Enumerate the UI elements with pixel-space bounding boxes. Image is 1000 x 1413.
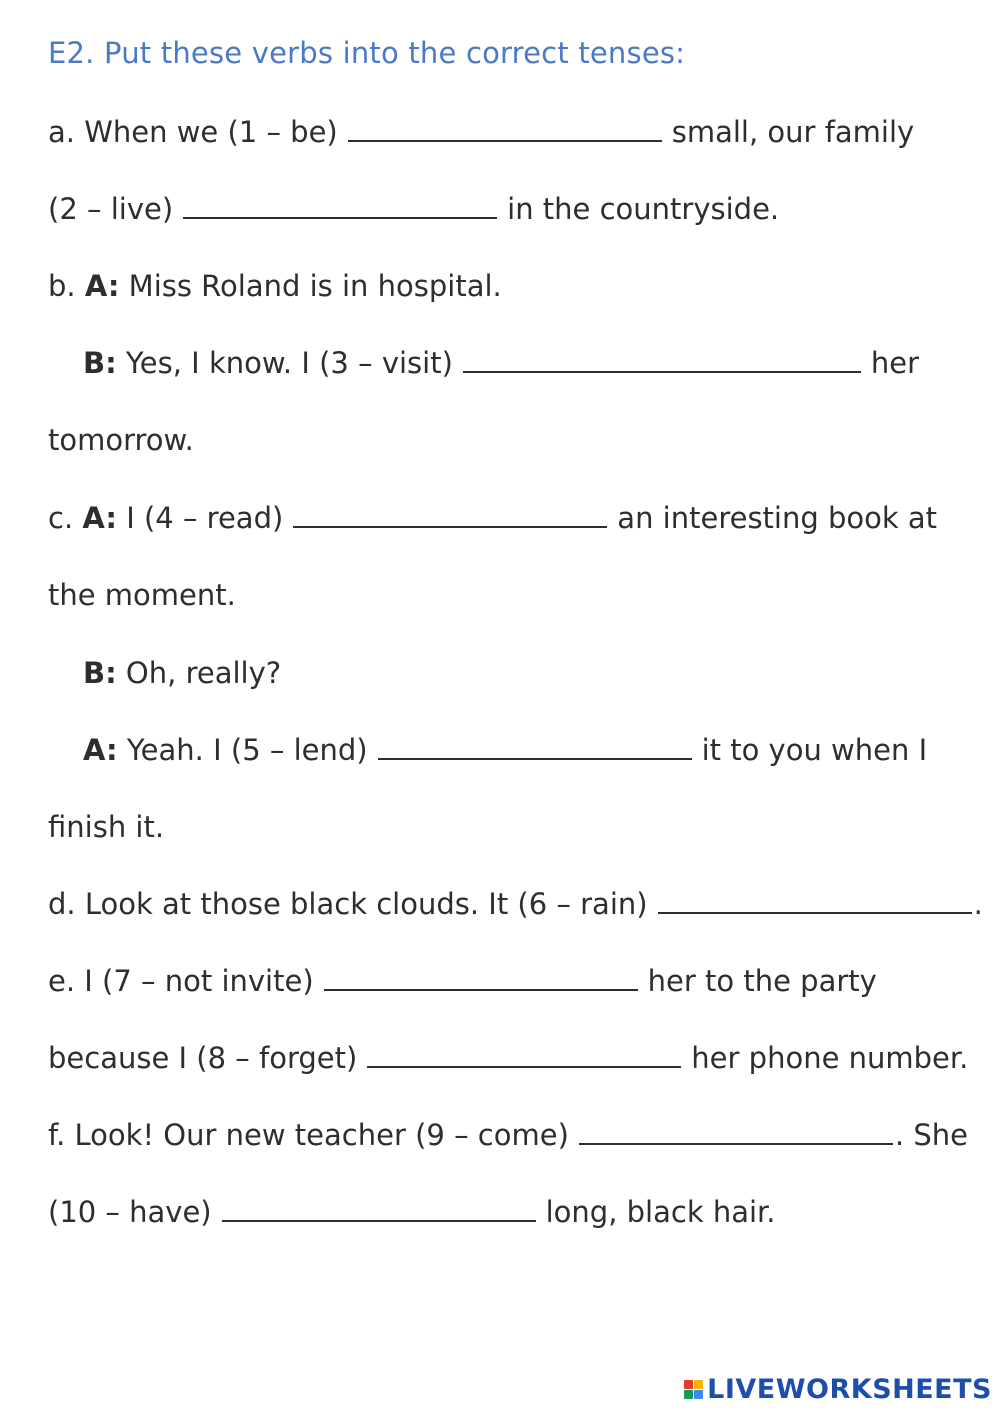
text: (2 – live) <box>48 192 174 226</box>
text: a. When we (1 – be) <box>48 115 338 149</box>
text: Yeah. I (5 – lend) <box>126 733 368 767</box>
logo-square <box>684 1380 693 1389</box>
item-b-line-2 <box>83 343 919 383</box>
text: in the countryside. <box>507 192 780 226</box>
item-c-line-3 <box>83 653 281 693</box>
text: small, our family <box>671 115 915 149</box>
logo-square <box>694 1390 703 1399</box>
logo-square <box>694 1380 703 1389</box>
item-c-line-5 <box>48 807 164 847</box>
text: the moment. <box>48 578 236 612</box>
answer-blank-1[interactable] <box>348 140 662 142</box>
answer-blank-4[interactable] <box>293 526 607 528</box>
text: tomorrow. <box>48 423 194 457</box>
item-b-line-3 <box>48 420 194 460</box>
text: her to the party <box>647 964 877 998</box>
item-f-line-2 <box>48 1192 776 1232</box>
answer-blank-9[interactable] <box>579 1143 893 1145</box>
speaker-label: A: <box>82 501 117 535</box>
liveworksheets-logo-icon <box>684 1380 703 1399</box>
text: her phone number. <box>691 1041 969 1075</box>
text: finish it. <box>48 810 165 844</box>
item-c-line-2 <box>48 575 236 615</box>
text: Miss Roland is in hospital. <box>128 269 502 303</box>
text: e. I (7 – not invite) <box>48 964 314 998</box>
text: . She <box>894 1118 968 1152</box>
liveworksheets-brand <box>684 1374 992 1405</box>
text: it to you when I <box>701 733 928 767</box>
brand-name: LIVEWORKSHEETS <box>707 1374 992 1405</box>
answer-blank-6[interactable] <box>658 912 972 914</box>
answer-blank-3[interactable] <box>463 371 861 373</box>
item-d-line-1 <box>48 884 983 924</box>
item-f-line-1 <box>48 1115 968 1155</box>
item-c-line-4 <box>83 730 927 770</box>
speaker-label: B: <box>83 656 117 690</box>
text: d. Look at those black clouds. It (6 – rain) <box>48 887 648 921</box>
answer-blank-7[interactable] <box>324 989 638 991</box>
answer-blank-2[interactable] <box>183 217 497 219</box>
speaker-label: A: <box>84 269 120 303</box>
item-a-line-1 <box>48 112 914 152</box>
text: c. <box>48 501 74 535</box>
item-c-line-1 <box>48 498 937 538</box>
text: because I (8 – forget) <box>48 1041 358 1075</box>
answer-blank-8[interactable] <box>367 1066 681 1068</box>
text: an interesting book at <box>617 501 938 535</box>
text: her <box>870 346 920 380</box>
item-a-line-2 <box>48 189 779 229</box>
text: Yes, I know. I (3 – visit) <box>125 346 453 380</box>
exercise-heading: E2. Put these verbs into the correct tenses: <box>48 36 686 70</box>
text: . <box>973 887 983 921</box>
text: (10 – have) <box>48 1195 212 1229</box>
item-e-line-2 <box>48 1038 968 1078</box>
answer-blank-5[interactable] <box>378 758 692 760</box>
text: b. <box>48 269 76 303</box>
text: I (4 – read) <box>126 501 284 535</box>
text: Oh, really? <box>125 656 282 690</box>
text: long, black hair. <box>545 1195 776 1229</box>
speaker-label: A: <box>83 733 118 767</box>
logo-square <box>684 1390 693 1399</box>
answer-blank-10[interactable] <box>222 1220 536 1222</box>
item-e-line-1 <box>48 961 877 1001</box>
speaker-label: B: <box>83 346 117 380</box>
text: f. Look! Our new teacher (9 – come) <box>48 1118 569 1152</box>
item-b-line-1 <box>48 266 502 306</box>
